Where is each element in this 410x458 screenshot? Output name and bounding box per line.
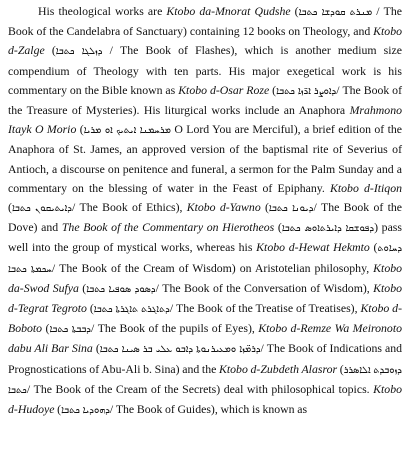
syriac-title: ܕܚܐܘܬ ܚܟܡܬܐ ܟܬܒܐ bbox=[8, 243, 403, 275]
syriac-title: ܕܙܠܓܐ ܟܬܒܐ bbox=[55, 46, 103, 58]
text-run: ( bbox=[92, 341, 100, 356]
text-run: / The Book of the Cream of Wisdom) on Aristotelian philosophy, bbox=[51, 260, 374, 275]
text-run: / The Book of the Treatise of Treatises), bbox=[169, 301, 361, 316]
syriac-title: ܕܐܘܨܪ ܐܪ̈ܙܐ ܟܬܒܐ bbox=[276, 85, 337, 97]
text-run: ( bbox=[86, 301, 94, 316]
syriac-title: ܕܦܘܫܩܐ ܕܐܝܪܬܐܘܣ ܟܬܒܐ bbox=[281, 223, 375, 235]
text-run: / The Book of the Conversation of Wisdom), bbox=[155, 280, 374, 295]
text-run: / The Book of the Cream of the Secrets) deal with philosophical topics. bbox=[26, 381, 374, 396]
italic-book-title: Ktobo d-Tegrat Tegroto bbox=[8, 280, 402, 316]
italic-book-title: Ktobo d-Hudoye bbox=[8, 381, 402, 417]
text-run: / The Book of Indications and Prognostications of Abu-Ali b. Sina) and the bbox=[8, 341, 402, 376]
italic-book-title: Ktobo d-Osar Roze bbox=[178, 82, 270, 97]
text-run: ( bbox=[54, 402, 62, 417]
italic-book-title: Ktobo d-Boboto bbox=[8, 301, 402, 336]
text-run: ( bbox=[369, 240, 378, 255]
italic-book-title: Ktobo da-Mnorat Qudshe bbox=[166, 4, 291, 18]
syriac-title: ܡܢܪܬ ܩܘܕܫܐ ܟܬܒܐ bbox=[298, 7, 373, 18]
text-run: / The Book of the pupils of Eyes), bbox=[91, 321, 259, 336]
syriac-title: ܕܙܘܒܕܬ ܐܠܐܣܪܪ ܟܬܒܐ bbox=[8, 364, 402, 396]
text-run: / The Book of Ethics), bbox=[71, 200, 187, 215]
text-run: ( bbox=[269, 82, 277, 97]
italic-book-title: Ktobo d-Itiqon bbox=[330, 180, 402, 195]
syriac-title: ܕܣܘܕ ܣܘܦܝܐ ܟܬܒܐ bbox=[86, 283, 156, 295]
italic-book-title: Mrahmono Itayk O Morio bbox=[8, 103, 402, 137]
text-run: / The Book of the Dove) and bbox=[8, 200, 402, 235]
text-run: / The Book of Guides), which is known as bbox=[109, 402, 308, 417]
text-run: His theological works are bbox=[38, 4, 167, 18]
italic-book-title: Ktobo d-Yawno bbox=[186, 200, 261, 215]
text-run: ( bbox=[78, 280, 87, 295]
text-run: ( bbox=[337, 361, 344, 376]
text-run: ( bbox=[76, 122, 84, 137]
text-run: ( bbox=[290, 4, 299, 18]
italic-book-title: Ktobo d-Remze Wa Meironoto dabu Ali Bar Sina bbox=[8, 321, 403, 356]
italic-book-title: The Book of the Commentary on Hierotheos bbox=[61, 220, 275, 235]
italic-book-title: Ktobo d-Zalge bbox=[8, 24, 402, 58]
text-run: O Lord You are Merciful), a brief edition of the Anaphora of St. James, an approved version of the baptismal rite of Severius of Antioch, a discourse on penitence and funeral, a sermon for the Palm Sunday and a commentary on the blessing of water in the Feast of Epiphany. bbox=[8, 122, 403, 195]
text-run: ( bbox=[274, 220, 282, 235]
syriac-title: ܡܪܚܡܢܐ ܐܝܬܝܟ ܐܘ ܡܪܝܐ bbox=[83, 125, 171, 137]
text-run: ( bbox=[8, 200, 12, 215]
syriac-title: ܕܒܒܬܐ ܟܬܒܐ bbox=[49, 324, 92, 336]
italic-book-title: Ktobo d-Zubdeth Alasror bbox=[219, 361, 338, 376]
text-run: / The Book of the Treasure of Mysteries). His liturgical works include an Anaphora bbox=[8, 82, 403, 118]
italic-book-title: Ktobo d-Hewat Hekmto bbox=[256, 240, 370, 255]
text-run: ) pass well into the group of mystical works, whereas his bbox=[8, 220, 402, 255]
text-run: ( bbox=[42, 321, 50, 336]
syriac-title: ܕܪܡ̈ܙܐ ܘܡܥܝܪܢܘܬܐ ܕܐܒܘ ܥܠܝ ܒܪ ܣܝܢܐ ܟܬܒܐ bbox=[99, 344, 261, 356]
body-paragraph bbox=[8, 2, 402, 420]
syriac-title: ܕܬܐܓܪܬ ܬܐܓܪܬܐ ܟܬܒܐ bbox=[93, 304, 170, 316]
italic-book-title: Ktobo da-Swod Sufya bbox=[8, 260, 403, 295]
text-run: / The Book of Flashes), which is another medium size compendium of Theology with ten parts. His major exegetical work is his commentary on the Bible known as bbox=[8, 43, 402, 97]
text-run: ( bbox=[44, 43, 56, 58]
syriac-title: ܕܐܝܬܝܩܘܢ ܟܬܒܐ bbox=[11, 203, 72, 215]
syriac-title: ܕܝܘܢܐ ܟܬܒܐ bbox=[268, 203, 314, 215]
text-run: / The Book of the Candelabra of Sanctuary) containing 12 books on Theology, and bbox=[8, 4, 402, 39]
text-run: ( bbox=[260, 200, 269, 215]
syriac-title: ܕܗܘܕܝܐ ܟܬܒܐ bbox=[61, 405, 110, 417]
